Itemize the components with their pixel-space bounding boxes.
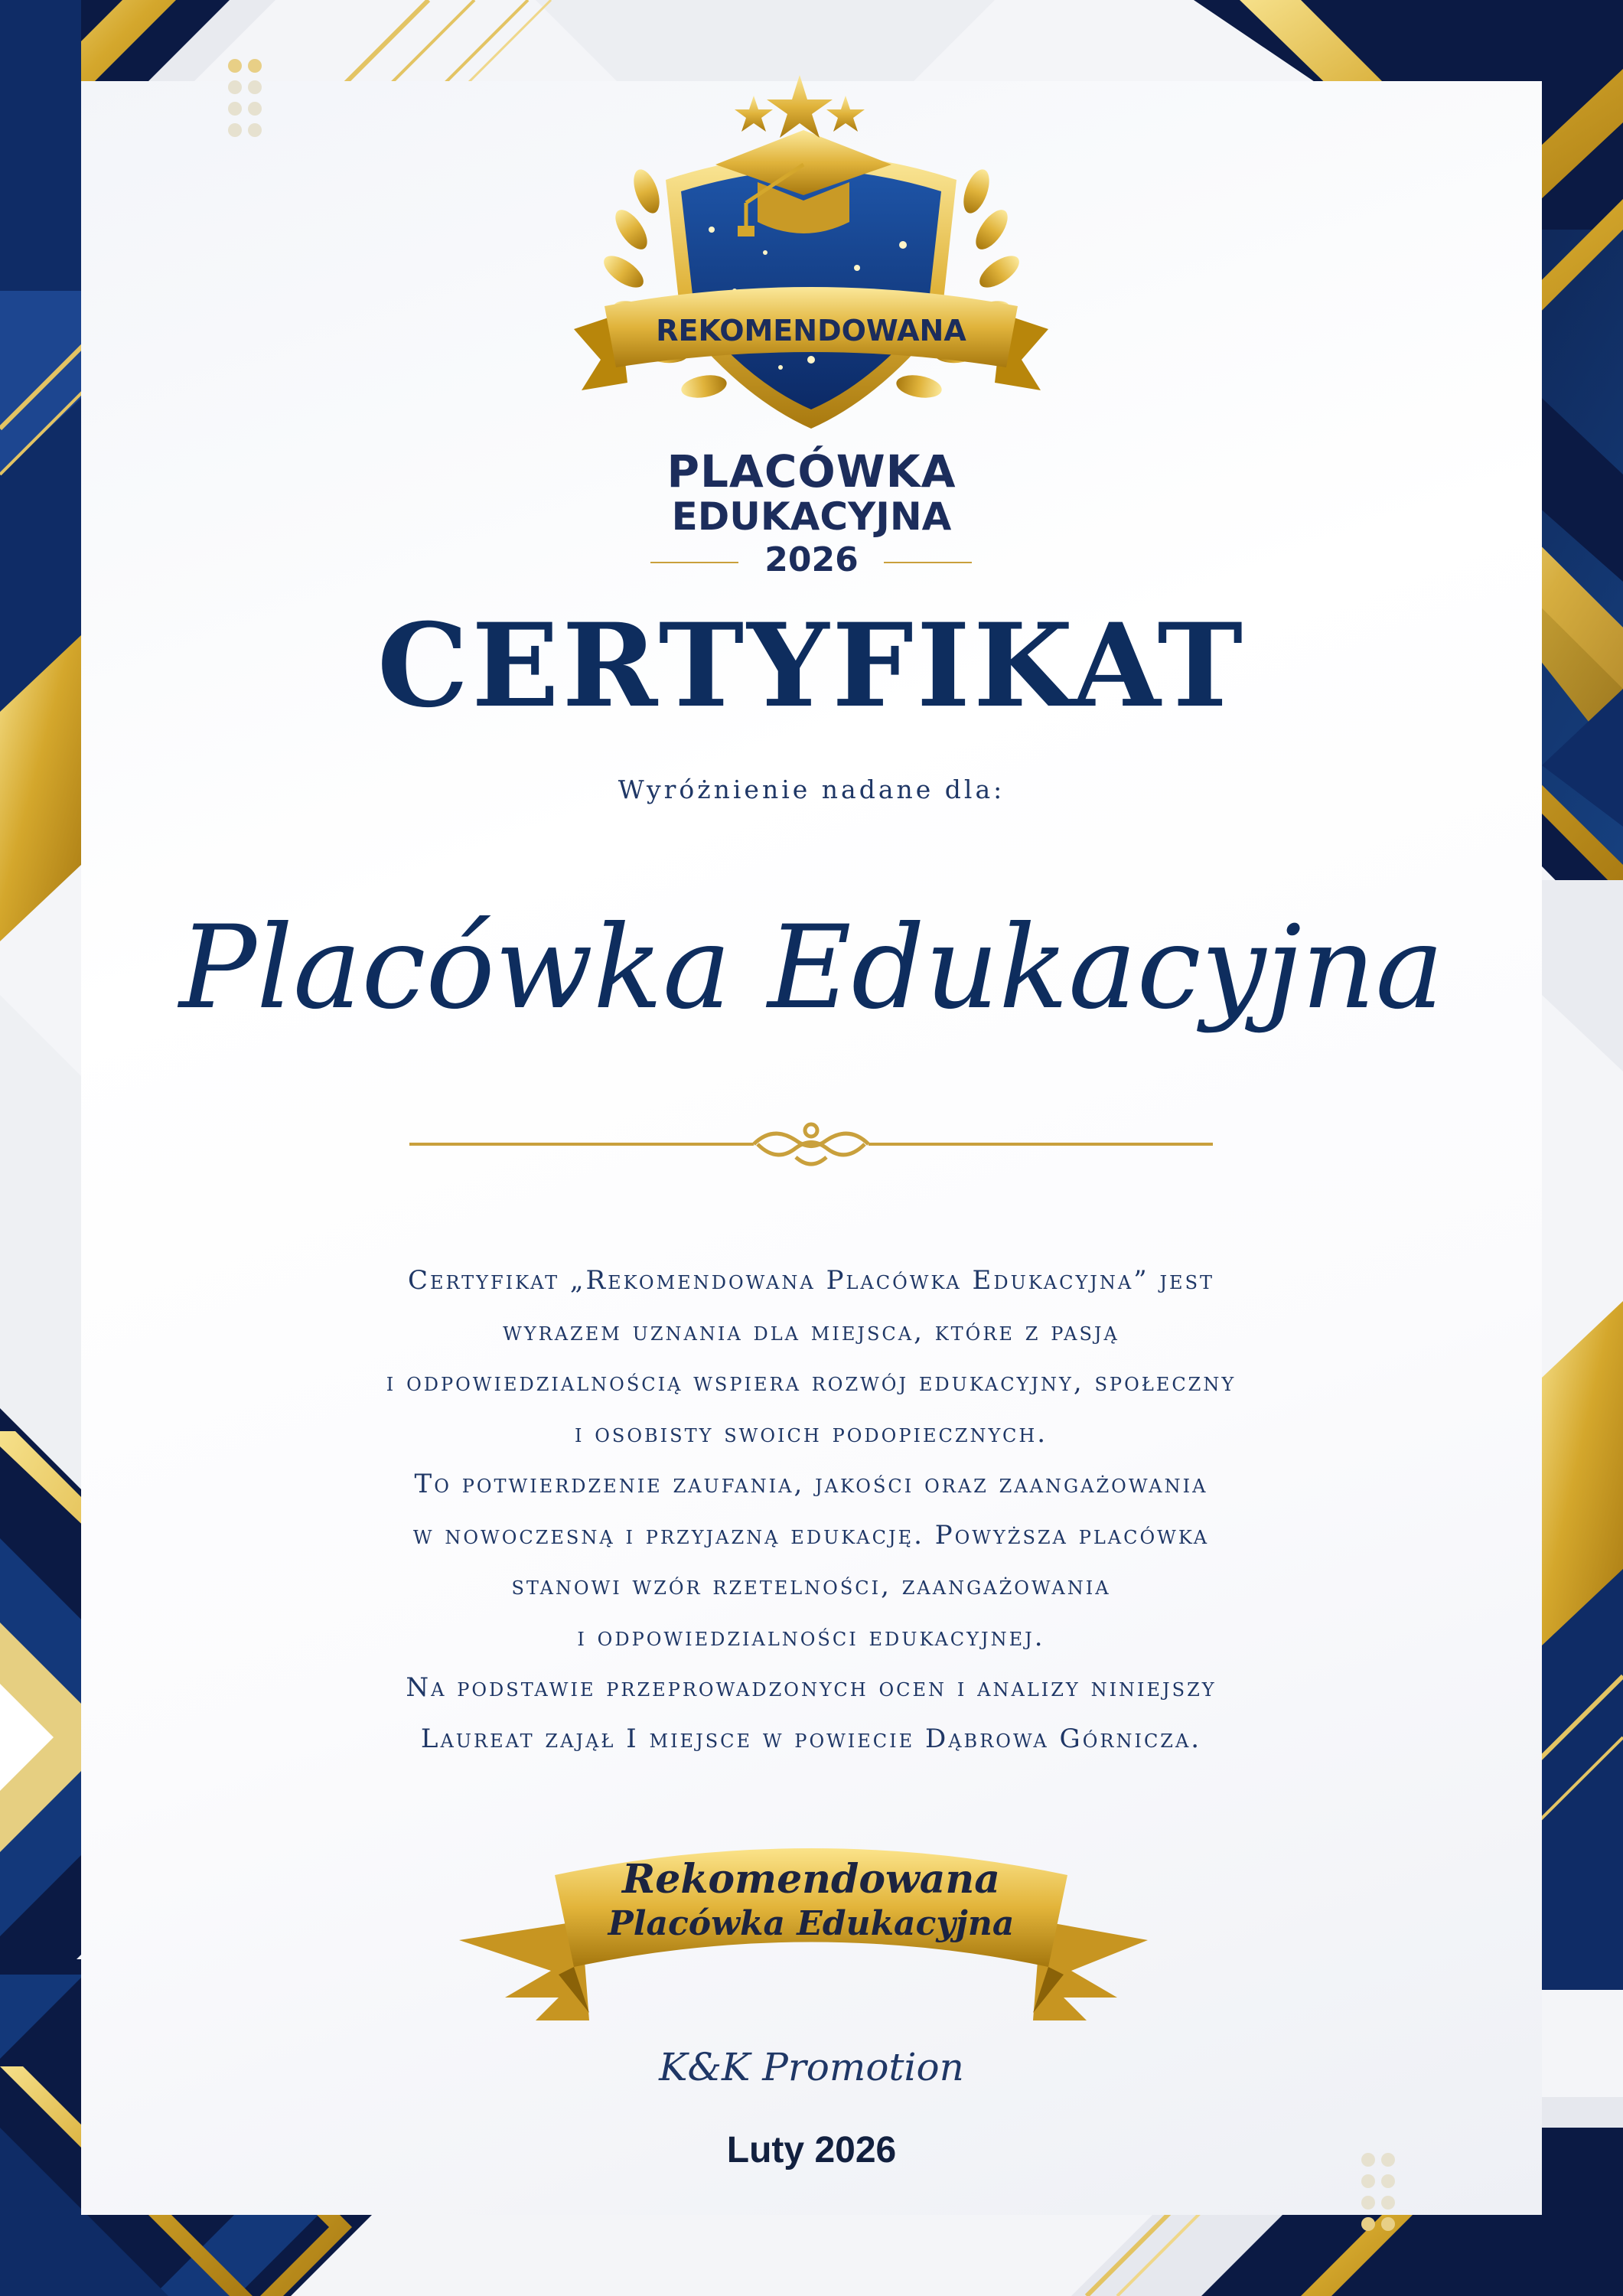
body-line: i odpowiedzialnością wspiera rozwój edukacyjny, społeczny [386, 1367, 1237, 1397]
recipient-name: Placówka Edukacyjna [179, 902, 1444, 1035]
badge-line2: EDUKACYJNA [671, 494, 952, 539]
badge-line1: PLACÓWKA [666, 445, 957, 497]
body-line: Na podstawie przeprowadzonych ocen i analizy niniejszy [406, 1672, 1217, 1703]
body-line: wyrazem uznania dla miejsca, które z pasją [503, 1316, 1119, 1347]
badge-ribbon-label: REKOMENDOWANA [656, 314, 966, 347]
body-line: stanowi wzór rzetelności, zaangażowania [511, 1570, 1111, 1601]
body-line: w nowoczesną i przyjazną edukację. Powyższa placówka [412, 1519, 1210, 1551]
badge-year: 2026 [764, 540, 859, 579]
ribbon-line2: Placówka Edukacyjna [608, 1904, 1015, 1943]
body-line: i odpowiedzialności edukacyjnej. [577, 1621, 1045, 1652]
certificate-subtitle: Wyróżnienie nadane dla: [618, 775, 1005, 804]
certificate-title: CERTYFIKAT [376, 598, 1247, 733]
bottom-ribbon-text [589, 1856, 1033, 1945]
body-line: Certyfikat „Rekomendowana Placówka Edukacyjna” jest [407, 1265, 1215, 1296]
signature: K&K Promotion [659, 2045, 964, 2089]
issue-date: Luty 2026 [726, 2130, 897, 2170]
body-line: i osobisty swoich podopiecznych. [574, 1417, 1048, 1449]
body-line: Laureat zajął I miejsce w powiecie Dąbrowa Górnicza. [420, 1723, 1202, 1754]
body-line: To potwierdzenie zaufania, jakości oraz zaangażowania [414, 1469, 1208, 1499]
ribbon-line1: Rekomendowana [622, 1856, 1000, 1903]
